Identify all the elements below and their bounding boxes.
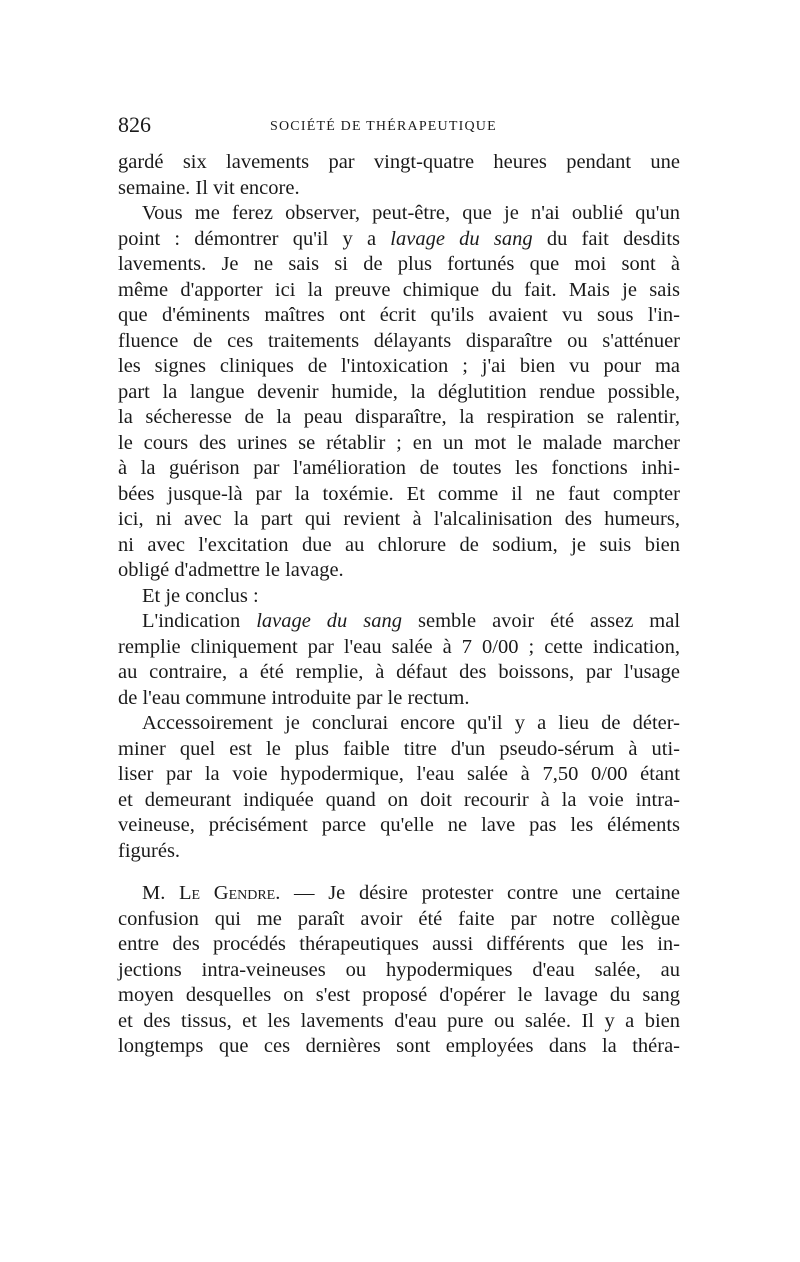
text-segment: du fait desdits [546, 227, 681, 250]
text-line [118, 227, 680, 253]
text-line: ici, ni avec la part qui revient à l'alcalinisation des humeurs, [118, 508, 680, 530]
text-line: la sécheresse de la peau disparaître, la respiration se ralentir, [118, 406, 680, 428]
text-line: remplie cliniquement par l'eau salée à 7 0/00 ; cette indication, [118, 635, 680, 658]
speaker-name: M. Le Gendre. [142, 882, 281, 904]
text-line: entre des procédés thérapeutiques aussi différents que les in- [118, 933, 680, 955]
text-line: Accessoirement je conclurai encore qu'il y a lieu de déter- [142, 712, 680, 734]
text-segment: — Je désire protester contre une certaine [294, 882, 680, 904]
text-line: de l'eau commune introduite par le rectum. [118, 686, 470, 709]
text-line: confusion qui me paraît avoir été faite par notre collègue [118, 907, 680, 930]
text-line: et des tissus, et les lavements d'eau pure ou salée. Il y a bien [118, 1009, 680, 1032]
text-segment: L'indication [142, 610, 241, 632]
text-line: à la guérison par l'amélioration de toutes les fonctions inhi- [118, 457, 680, 479]
text-line [118, 609, 680, 635]
text-segment: semble avoir été assez mal [418, 610, 681, 632]
text-line: ni avec l'excitation due au chlorure de sodium, je suis bien [118, 533, 680, 556]
page-number: 826 [118, 112, 151, 137]
text-line: et demeurant indiquée quand on doit recourir à la voie intra- [118, 788, 680, 811]
text-line: liser par la voie hypodermique, l'eau salée à 7,50 0/00 étant [118, 763, 680, 785]
text-line: miner quel est le plus faible titre d'un pseudo-sérum à uti- [118, 737, 680, 760]
text-line: veineuse, précisément parce qu'elle ne lave pas les éléments [118, 814, 680, 836]
text-line: figurés. [118, 839, 181, 862]
page-header [118, 112, 680, 142]
text-line: gardé six lavements par vingt-quatre heures pendant une [118, 151, 680, 173]
text-line: au contraire, a été remplie, à défaut des boissons, par l'usage [118, 661, 680, 683]
text-line [118, 881, 680, 907]
text-line: Et je conclus : [142, 584, 259, 607]
text-line: les signes cliniques de l'intoxication ; j'ai bien vu pour ma [118, 355, 680, 377]
italic-term: lavage du sang [256, 610, 403, 632]
text-line: bées jusque-là par la toxémie. Et comme il ne faut compter [118, 482, 680, 505]
text-line: fluence de ces traitements délayants disparaître ou s'atténuer [118, 329, 680, 352]
text-line: jections intra-veineuses ou hypodermiques d'eau salée, au [118, 958, 680, 981]
text-line: longtemps que ces dernières sont employées dans la théra- [118, 1035, 680, 1057]
text-line: Vous me ferez observer, peut-être, que je n'ai oublié qu'un [142, 202, 680, 224]
body-text [118, 150, 680, 1060]
text-line: obligé d'admettre le lavage. [118, 559, 344, 581]
text-line: le cours des urines se rétablir ; en un mot le malade marcher [118, 431, 680, 454]
text-line: part la langue devenir humide, la déglutition rendue possible, [118, 380, 680, 403]
running-head: SOCIÉTÉ DE THÉRAPEUTIQUE [270, 119, 497, 134]
text-line: que d'éminents maîtres ont écrit qu'ils avaient vu sous l'in- [118, 304, 680, 326]
text-line: semaine. Il vit encore. [118, 176, 300, 199]
text-segment: point : démontrer qu'il y a [118, 227, 377, 250]
paragraph-gap [118, 864, 680, 881]
text-line: moyen desquelles on s'est proposé d'opérer le lavage du sang [118, 984, 680, 1006]
text-line: même d'apporter ici la preuve chimique du fait. Mais je sais [118, 278, 680, 301]
italic-term: lavage du sang [390, 227, 533, 250]
text-line: lavements. Je ne sais si de plus fortunés que moi sont à [118, 253, 680, 275]
